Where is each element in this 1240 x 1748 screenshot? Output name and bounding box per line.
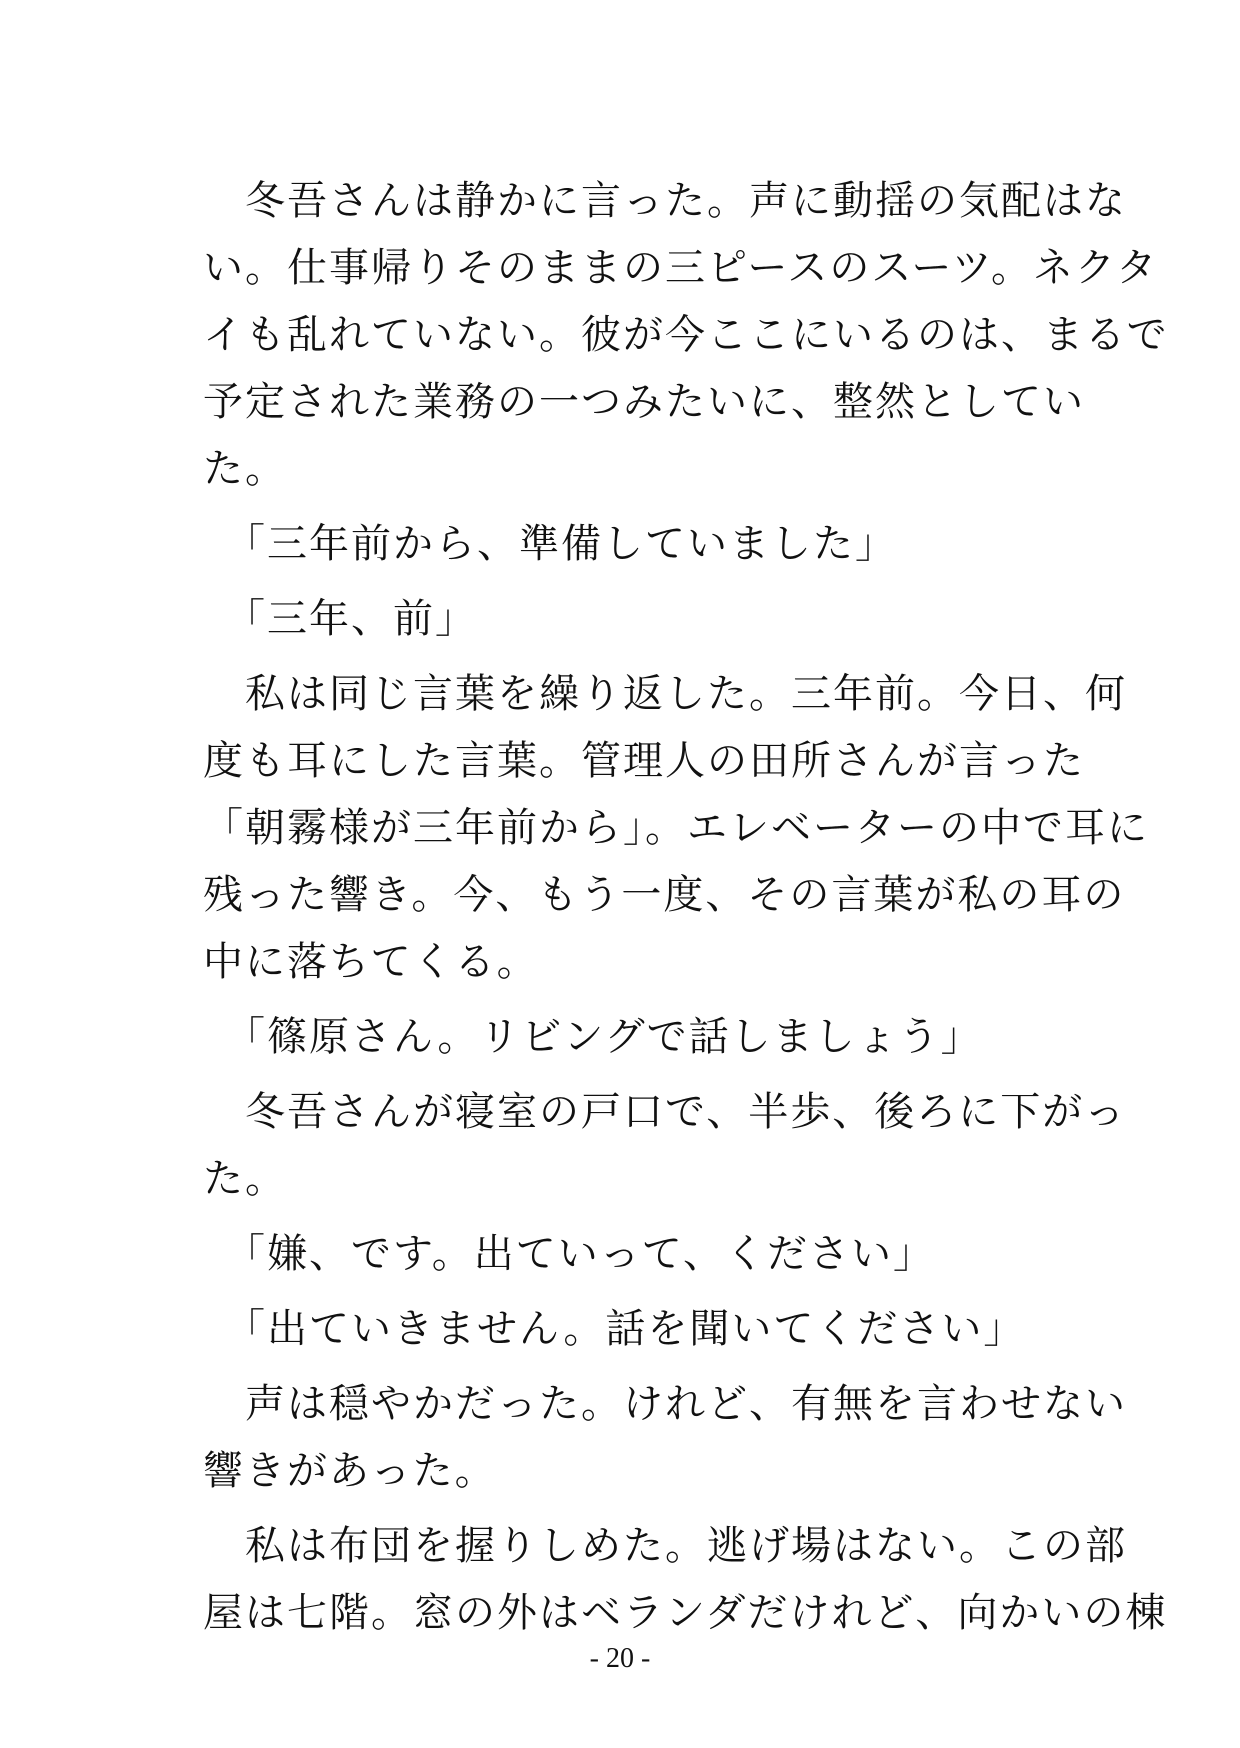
page-number: - 20 - [589,1643,651,1674]
text-line: い。仕事帰りそのままの三ピースのスーツ。ネクタ [203,245,1159,291]
paragraph-gap [203,1288,1043,1296]
text-line: 私は同じ言葉を繰り返した。三年前。今日、何 [203,671,1127,717]
text-line: 予定された業務の一つみたいに、整然としてい [203,379,1085,425]
paragraph-3 [203,586,1043,653]
dialogue-line: 「嫌、です。出ていって、ください」 [203,1231,935,1277]
paragraph-gap [203,578,1043,586]
paragraph-8 [203,1296,1043,1363]
paragraph-gap [203,1071,1043,1079]
paragraph-1 [203,168,1169,503]
text-line: 冬吾さんは静かに言った。声に動揺の気配はな [203,178,1127,224]
text-line: 私は布団を握りしめた。逃げ場はない。この部 [203,1523,1127,1569]
text-line: 声は穏やかだった。けれど、有無を言わせない [203,1381,1127,1427]
text-line: 響きがあった。 [203,1448,497,1494]
paragraph-7 [203,1221,1043,1288]
text-line: イも乱れていない。彼が今ここにいるのは、まるで [203,312,1169,358]
text-line: 中に落ちてくる。 [203,939,539,985]
text-line: た。 [203,1156,287,1202]
paragraph-4 [203,661,1149,996]
dialogue-line: 「出ていきません。話を聞いてください」 [203,1306,1026,1352]
paragraph-gap [203,1363,1043,1371]
paragraph-gap [203,1505,1043,1513]
paragraph-9 [203,1371,1127,1505]
paragraph-gap [203,996,1043,1004]
text-line: 「朝霧様が三年前から」。エレベーターの中で耳に [203,805,1149,851]
paragraph-gap [203,653,1043,661]
text-line: 度も耳にした言葉。管理人の田所さんが言った [203,738,1085,784]
body-text [203,168,1169,1647]
paragraph-5 [203,1004,1043,1071]
paragraph-2 [203,511,1043,578]
dialogue-line: 「三年前から、準備していました」 [203,521,897,567]
text-line: 残った響き。今、もう一度、その言葉が私の耳の [203,872,1126,918]
text-line: た。 [203,446,287,492]
paragraph-gap [203,1213,1043,1221]
paragraph-gap [203,503,1043,511]
paragraph-6 [203,1079,1127,1213]
dialogue-line: 「三年、前」 [203,596,477,642]
paragraph-10 [203,1513,1168,1647]
dialogue-line: 「篠原さん。リビングで話しましょう」 [203,1014,983,1060]
text-line: 屋は七階。窓の外はベランダだけれど、向かいの棟 [203,1590,1168,1636]
text-line: 冬吾さんが寝室の戸口で、半歩、後ろに下がっ [203,1089,1127,1135]
